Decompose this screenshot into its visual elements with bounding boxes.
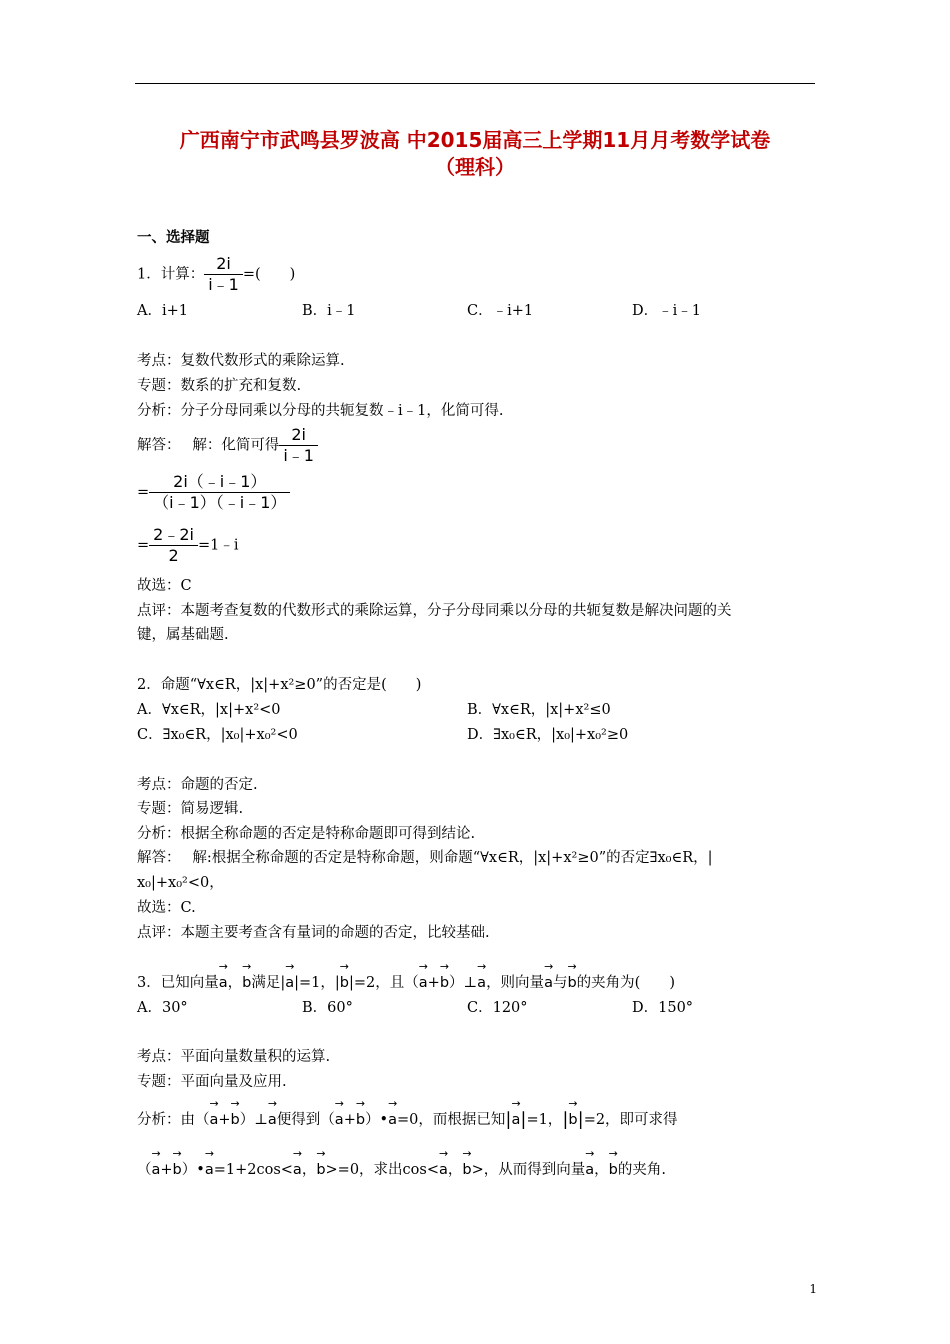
q3-stem-p2: 满足| — [251, 975, 286, 991]
q1-jieda-prefix: 解答： 解：化简可得 — [137, 437, 280, 454]
q3-fenxi-plus: + — [343, 1112, 356, 1128]
q3-fenxi-plus: + — [218, 1112, 231, 1128]
q2-kaodian: 考点：命题的否定. — [137, 777, 258, 793]
abs-bar: | — [505, 1109, 512, 1130]
q3-stem-p6: ，则向量 — [486, 975, 545, 991]
q3-fenxi-g4: ， — [301, 1162, 317, 1178]
vector-a: → a — [511, 1110, 520, 1130]
abs-bar: | — [520, 1109, 527, 1130]
q1-suffix: =( ) — [242, 266, 296, 283]
vector-a: → a — [152, 1160, 161, 1180]
q3-fenxi-g8: ， — [594, 1162, 609, 1178]
vector-b: → b — [567, 973, 576, 993]
q1-kaodian: 考点：复数代数形式的乘除运算. — [137, 353, 345, 369]
q1-fenxi: 分析：分子分母同乘以分母的共轭复数﹣i﹣1，化简可得. — [137, 403, 504, 419]
q3-zhuanti: 专题：平面向量及应用. — [137, 1074, 287, 1090]
q3-stem-comma: ， — [227, 975, 243, 991]
q3-stem-p4: |=2，且（ — [349, 975, 419, 991]
q1-jieda-fraction — [279, 425, 318, 466]
q3-fenxi-f5: =0，而根据已知 — [397, 1112, 506, 1128]
vector-a: → a — [585, 1160, 594, 1180]
vector-b: → b — [609, 1160, 618, 1180]
q3-fenxi-f2: ）⊥ — [239, 1112, 268, 1128]
q2-stem: 2．命题“∀x∈R，|x|+x²≥0”的否定是( ) — [137, 677, 422, 693]
q3-stem-p3: |=1，| — [294, 975, 340, 991]
q3-fenxi-g3: =1+2cos< — [213, 1162, 293, 1178]
q1-step1-eq: = — [137, 484, 150, 501]
q1-pingping-2: 键，属基础题. — [137, 627, 229, 643]
vector-a: → a — [388, 1110, 397, 1130]
q1-step1-den: （i﹣1）（﹣i﹣1） — [153, 493, 287, 512]
q1-option-d: D．﹣i﹣1 — [632, 303, 701, 319]
vector-a: → a — [335, 1110, 344, 1130]
page-number: 1 — [809, 1282, 817, 1296]
q3-fenxi-g1: （ — [137, 1162, 152, 1178]
vector-b: → b — [462, 1160, 471, 1180]
vector-b: → b — [568, 1110, 577, 1130]
q1-step1-num: 2i（﹣i﹣1） — [149, 472, 290, 493]
q1-step2-den: 2 — [168, 546, 179, 565]
vector-a: → a — [268, 1110, 277, 1130]
q1-step2-eq: = — [137, 537, 150, 554]
vector-a: → a — [439, 1160, 448, 1180]
q3-fenxi-g5: >=0，求出cos< — [325, 1162, 439, 1178]
vector-b: → b — [316, 1160, 325, 1180]
q3-option-c: C．120° — [467, 1000, 528, 1016]
header-rule — [135, 83, 815, 84]
vector-b: → b — [340, 973, 349, 993]
q2-jieda-1: 解答： 解:根据全称命题的否定是特称命题，则命题“∀x∈R，|x|+x²≥0”的否定∃x₀∈R，| — [137, 850, 713, 866]
q1-jieda-den: i﹣1 — [283, 446, 314, 465]
q1-jieda — [137, 425, 318, 466]
vector-a: → a — [219, 973, 228, 993]
q1-fraction — [204, 254, 243, 295]
q3-stem-yu: 与 — [552, 975, 568, 991]
q1-answer: 故选：C — [137, 578, 192, 594]
q1-option-c: C．﹣i+1 — [467, 303, 534, 319]
q1-step2 — [137, 525, 238, 566]
q3-option-a: A．30° — [137, 1000, 188, 1016]
q3-stem-plus: + — [427, 975, 440, 991]
vector-a: → a — [205, 1160, 214, 1180]
q3-fenxi-g2: ）• — [181, 1162, 205, 1178]
q2-answer: 故选：C. — [137, 900, 196, 916]
vector-a: → a — [544, 973, 553, 993]
q3-option-d: D．150° — [632, 1000, 694, 1016]
q3-fenxi-f6: =1， — [526, 1112, 563, 1128]
q2-option-a: A．∀x∈R，|x|+x²<0 — [137, 702, 281, 718]
q2-zhuanti: 专题：简易逻辑. — [137, 801, 244, 817]
vector-b: → b — [440, 973, 449, 993]
vector-b: → b — [231, 1110, 240, 1130]
q2-option-b: B．∀x∈R，|x|+x²≤0 — [467, 702, 611, 718]
q3-stem-p1: 3．已知向量 — [137, 975, 219, 991]
q2-option-c: C．∃x₀∈R，|x₀|+x₀²<0 — [137, 727, 298, 743]
doc-title-line1: 广西南宁市武鸣县罗波高 中2015届高三上学期11月月考数学试卷 — [179, 128, 771, 152]
q3-fenxi-f7: =2，即可求得 — [583, 1112, 678, 1128]
q3-fenxi-cont — [137, 1160, 666, 1180]
vector-b: → b — [242, 973, 251, 993]
q2-option-d: D．∃x₀∈R，|x₀|+x₀²≥0 — [467, 727, 629, 743]
q1-option-a: A．i+1 — [137, 303, 188, 319]
abs-bar: | — [562, 1109, 569, 1130]
q3-fenxi-f1: 分析：由（ — [137, 1112, 210, 1128]
q1-prefix: 1．计算： — [137, 266, 205, 283]
q1-frac-num: 2i — [204, 254, 243, 275]
q1-frac-den: i﹣1 — [208, 275, 239, 294]
q3-fenxi-g6: ， — [447, 1162, 463, 1178]
q3-fenxi-plus: + — [160, 1162, 173, 1178]
vector-a: → a — [285, 973, 294, 993]
q3-fenxi-f4: ）• — [365, 1112, 389, 1128]
vector-b: → b — [173, 1160, 182, 1180]
q3-fenxi — [137, 1110, 678, 1130]
q1-step2-result: =1﹣i — [197, 537, 239, 554]
q3-fenxi-f3: 便得到（ — [276, 1112, 335, 1128]
q1-step1-fraction — [149, 472, 290, 513]
q1-pingping-1: 点评：本题考查复数的代数形式的乘除运算，分子分母同乘以分母的共轭复数是解决问题的关 — [137, 603, 732, 619]
vector-a: → a — [419, 973, 428, 993]
vector-a: → a — [210, 1110, 219, 1130]
vector-a: → a — [293, 1160, 302, 1180]
q1-step2-num: 2﹣2i — [149, 525, 198, 546]
q1-stem — [137, 254, 295, 295]
q1-option-b: B．i﹣1 — [302, 303, 356, 319]
q3-option-b: B．60° — [302, 1000, 353, 1016]
section-heading: 一、选择题 — [137, 230, 210, 246]
q3-stem — [137, 973, 675, 993]
q1-zhuanti: 专题：数系的扩充和复数. — [137, 378, 302, 394]
vector-a: → a — [477, 973, 486, 993]
abs-bar: | — [577, 1109, 584, 1130]
q3-kaodian: 考点：平面向量数量积的运算. — [137, 1049, 331, 1065]
q3-stem-p7: 的夹角为( ) — [576, 975, 675, 991]
q1-step1 — [137, 472, 290, 513]
vector-b: → b — [356, 1110, 365, 1130]
q1-jieda-num: 2i — [279, 425, 318, 446]
doc-title-line2: （理科） — [435, 155, 515, 179]
q3-fenxi-g9: 的夹角. — [617, 1162, 666, 1178]
q2-pingping: 点评：本题主要考查含有量词的命题的否定，比较基础. — [137, 925, 490, 941]
q2-fenxi: 分析：根据全称命题的否定是特称命题即可得到结论. — [137, 826, 476, 842]
q3-fenxi-g7: >，从而得到向量 — [471, 1162, 586, 1178]
q1-step2-fraction — [149, 525, 198, 566]
q2-jieda-2: x₀|+x₀²<0， — [137, 875, 224, 891]
q3-stem-p5: ）⊥ — [449, 975, 478, 991]
